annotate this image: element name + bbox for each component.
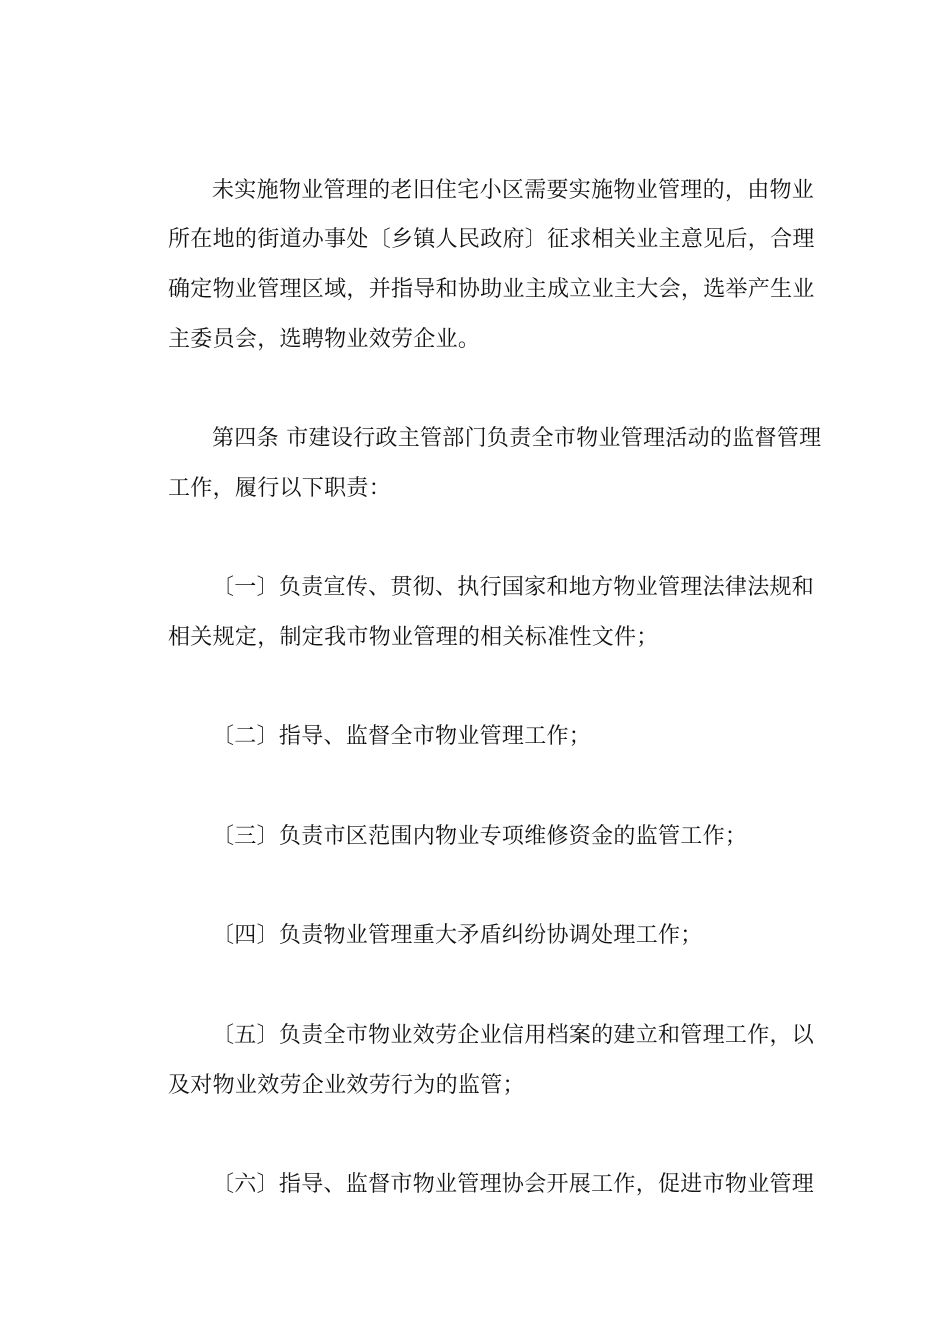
text-line: 〔二〕指导、监督全市物业管理工作； bbox=[212, 724, 592, 749]
text-line: 确定物业管理区域，并指导和协助业主成立业主大会，选举产生业 bbox=[168, 277, 815, 302]
text-line: 〔四〕负责物业管理重大矛盾纠纷协调处理工作； bbox=[212, 923, 703, 948]
text-line: 工作，履行以下职责： bbox=[168, 476, 392, 501]
text-line: 〔一〕负责宣传、贯彻、执行国家和地方物业管理法律法规和 bbox=[212, 575, 815, 600]
text-line: 主委员会，选聘物业效劳企业。 bbox=[168, 327, 481, 352]
text-line: 及对物业效劳企业效劳行为的监管； bbox=[168, 1073, 525, 1098]
text-line: 未实施物业管理的老旧住宅小区需要实施物业管理的，由物业 bbox=[212, 178, 815, 203]
text-line: 〔六〕指导、监督市物业管理协会开展工作，促进市物业管理 bbox=[212, 1172, 815, 1197]
text-line: 〔五〕负责全市物业效劳企业信用档案的建立和管理工作，以 bbox=[212, 1023, 815, 1048]
text-line: 相关规定，制定我市物业管理的相关标准性文件； bbox=[168, 625, 659, 650]
text-line: 第四条 市建设行政主管部门负责全市物业管理活动的监督管理 bbox=[212, 426, 822, 451]
text-line: 〔三〕负责市区范围内物业专项维修资金的监管工作； bbox=[212, 824, 748, 849]
text-line: 所在地的街道办事处〔乡镇人民政府〕征求相关业主意见后，合理 bbox=[168, 227, 815, 252]
